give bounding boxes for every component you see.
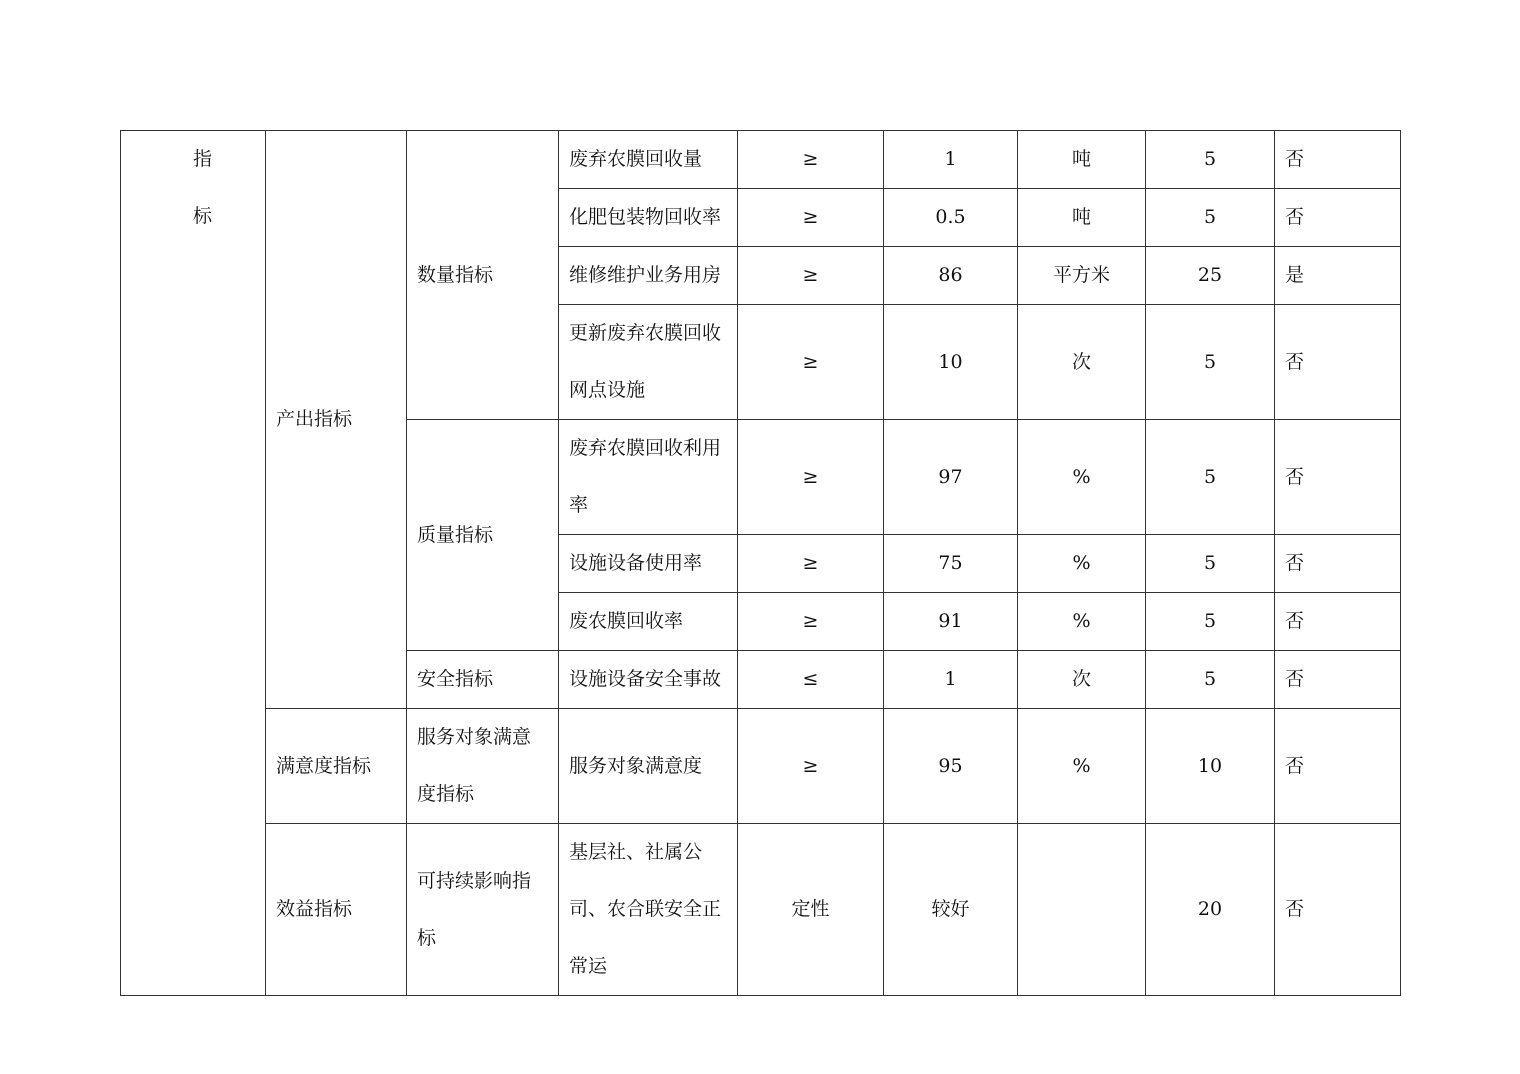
target-value: 95 xyxy=(884,709,1018,824)
core-flag: 否 xyxy=(1275,593,1401,651)
target-value: 0.5 xyxy=(884,189,1018,247)
core-flag: 否 xyxy=(1275,420,1401,535)
indicator-name: 废弃农膜回收利用率 xyxy=(559,420,738,535)
table-row xyxy=(121,709,1401,824)
score: 5 xyxy=(1146,535,1275,593)
unit: 平方米 xyxy=(1018,247,1146,305)
target-value: 10 xyxy=(884,305,1018,420)
score: 5 xyxy=(1146,420,1275,535)
indicator-name: 服务对象满意度 xyxy=(559,709,738,824)
operator: ≥ xyxy=(738,247,884,305)
operator: 定性 xyxy=(738,824,884,996)
operator: ≥ xyxy=(738,593,884,651)
core-flag: 否 xyxy=(1275,189,1401,247)
unit: 吨 xyxy=(1018,131,1146,189)
indicator-name: 更新废弃农膜回收网点设施 xyxy=(559,305,738,420)
table-row xyxy=(121,824,1401,996)
operator: ≥ xyxy=(738,420,884,535)
level2-service-cell: 服务对象满意度指标 xyxy=(407,709,559,824)
level1-benefit-cell: 效益指标 xyxy=(266,824,407,996)
operator: ≥ xyxy=(738,709,884,824)
indicator-name: 设施设备安全事故 xyxy=(559,651,738,709)
unit: 次 xyxy=(1018,305,1146,420)
level2-safety-cell: 安全指标 xyxy=(407,651,559,709)
target-value: 1 xyxy=(884,651,1018,709)
unit: % xyxy=(1018,709,1146,824)
core-flag: 否 xyxy=(1275,535,1401,593)
indicator-name: 废弃农膜回收量 xyxy=(559,131,738,189)
level2-quantity-cell: 数量指标 xyxy=(407,131,559,420)
indicator-name: 废农膜回收率 xyxy=(559,593,738,651)
target-value: 97 xyxy=(884,420,1018,535)
target-value: 1 xyxy=(884,131,1018,189)
score: 5 xyxy=(1146,651,1275,709)
operator: ≥ xyxy=(738,535,884,593)
unit: % xyxy=(1018,593,1146,651)
level1-satisfaction-cell: 满意度指标 xyxy=(266,709,407,824)
indicator-name: 维修维护业务用房 xyxy=(559,247,738,305)
operator: ≥ xyxy=(738,131,884,189)
target-value: 86 xyxy=(884,247,1018,305)
indicator-name: 化肥包装物回收率 xyxy=(559,189,738,247)
core-flag: 否 xyxy=(1275,824,1401,996)
level0-indicator-cell xyxy=(121,131,266,996)
unit: 吨 xyxy=(1018,189,1146,247)
score: 5 xyxy=(1146,305,1275,420)
table-row xyxy=(121,131,1401,189)
indicator-name: 设施设备使用率 xyxy=(559,535,738,593)
core-flag: 否 xyxy=(1275,305,1401,420)
unit: % xyxy=(1018,535,1146,593)
unit xyxy=(1018,824,1146,996)
operator: ≤ xyxy=(738,651,884,709)
target-value: 91 xyxy=(884,593,1018,651)
level2-sustain-cell: 可持续影响指标 xyxy=(407,824,559,996)
score: 25 xyxy=(1146,247,1275,305)
score: 10 xyxy=(1146,709,1275,824)
score: 20 xyxy=(1146,824,1275,996)
target-value: 75 xyxy=(884,535,1018,593)
level2-quality-cell: 质量指标 xyxy=(407,420,559,651)
core-flag: 否 xyxy=(1275,709,1401,824)
score: 5 xyxy=(1146,131,1275,189)
core-flag: 否 xyxy=(1275,131,1401,189)
unit: 次 xyxy=(1018,651,1146,709)
level1-output-cell: 产出指标 xyxy=(266,131,407,709)
score: 5 xyxy=(1146,593,1275,651)
operator: ≥ xyxy=(738,189,884,247)
performance-indicator-table xyxy=(120,130,1401,996)
core-flag: 是 xyxy=(1275,247,1401,305)
level0-char: 指 xyxy=(193,148,213,170)
unit: % xyxy=(1018,420,1146,535)
core-flag: 否 xyxy=(1275,651,1401,709)
indicator-name: 基层社、社属公司、农合联安全正常运 xyxy=(559,824,738,996)
score: 5 xyxy=(1146,189,1275,247)
target-value: 较好 xyxy=(884,824,1018,996)
level0-char: 标 xyxy=(193,205,213,227)
operator: ≥ xyxy=(738,305,884,420)
